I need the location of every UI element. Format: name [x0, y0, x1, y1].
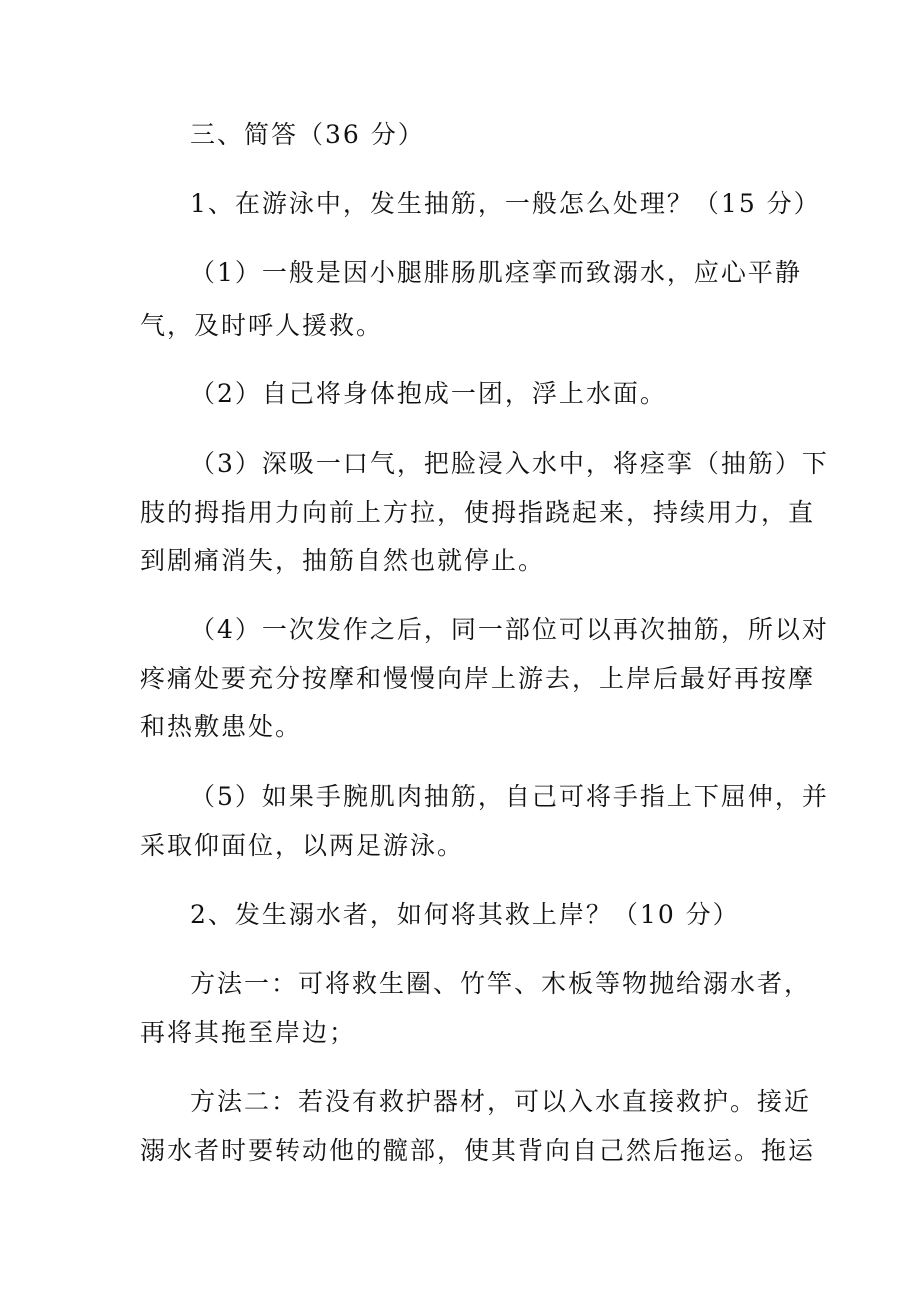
q1-item-5-line-2: 采取仰面位，以两足游泳。	[140, 831, 465, 860]
q1-item-1-line-1: （1）一般是因小腿腓肠肌痉挛而致溺水，应心平静	[190, 258, 802, 287]
section-heading: 三、简答（36 分）	[190, 120, 425, 149]
q1-item-4-line-1: （4）一次发作之后，同一部位可以再次抽筋，所以对	[190, 615, 829, 644]
question-2: 2、发生溺水者，如何将其救上岸？（10 分）	[190, 900, 740, 929]
q2-method-1-line-2: 再将其拖至岸边；	[140, 1018, 357, 1047]
q2-method-2-line-2: 溺水者时要转动他的髋部，使其背向自己然后拖运。拖运	[140, 1136, 816, 1165]
q1-item-4-line-2: 疼痛处要充分按摩和慢慢向岸上游去，上岸后最好再按摩	[140, 664, 816, 693]
q1-item-2-line-1: （2）自己将身体抱成一团，浮上水面。	[190, 379, 667, 408]
q2-method-1-line-1: 方法一：可将救生圈、竹竿、木板等物抛给溺水者，	[190, 969, 812, 998]
q1-item-3-line-2: 肢的拇指用力向前上方拉，使拇指跷起来，持续用力，直	[140, 498, 816, 527]
q1-item-3-line-3: 到剧痛消失，抽筋自然也就停止。	[140, 546, 546, 575]
q1-item-4-line-3: 和热敷患处。	[140, 712, 303, 741]
q1-item-3-line-1: （3）深吸一口气，把脸浸入水中，将痉挛（抽筋）下	[190, 449, 829, 478]
q1-item-5-line-1: （5）如果手腕肌肉抽筋，自己可将手指上下屈伸，并	[190, 782, 829, 811]
q1-item-1-line-2: 气，及时呼人援救。	[140, 311, 384, 340]
question-1: 1、在游泳中，发生抽筋，一般怎么处理？（15 分）	[190, 189, 821, 218]
q2-method-2-line-1: 方法二：若没有救护器材，可以入水直接救护。接近	[190, 1087, 812, 1116]
